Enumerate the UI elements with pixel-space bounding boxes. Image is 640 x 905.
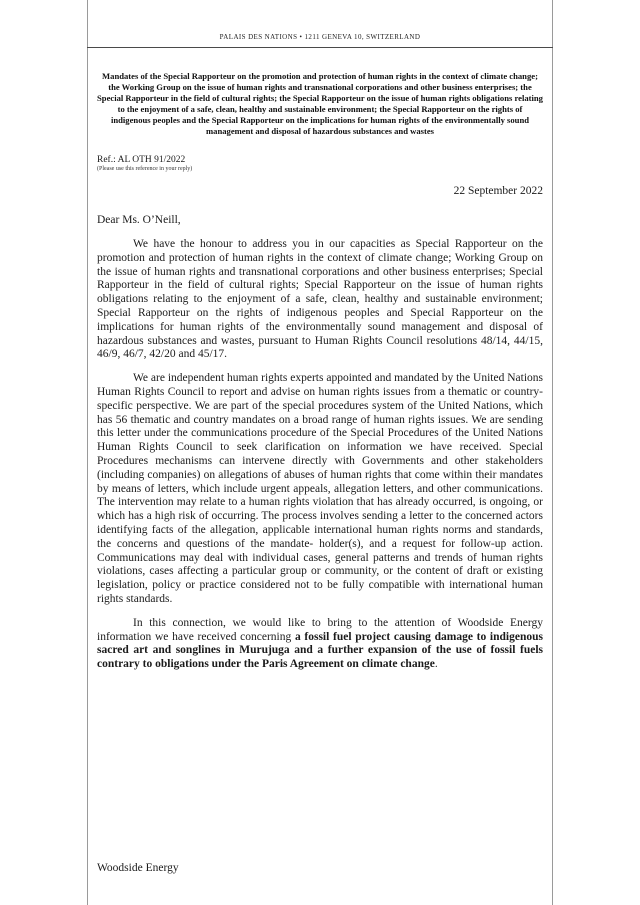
- body-paragraph-2: We are independent human rights experts appointed and mandated by the United Nations Human Rights Council to report and advise on human rights issues from a thematic or country-specific perspective. We are part of the special procedures system of the United Nations, which has 56 thematic and country mandates on a broad range of human rights issues. We are sending this letter under the communications procedure of the Special Procedures of the United Nations Human Rights Council to seek clarification on information we have received. Special Procedures mechanisms can intervene directly with Governments and other stakeholders (including companies) on allegations of abuses of human rights that come within their mandates by means of letters, which include urgent appeals, allegation letters, and other communications. The intervention may relate to a human rights violation that has already occurred, is ongoing, or which has a high risk of occurring. The process involves sending a letter to the concerned actors identifying facts of the allegation, applicable international human rights norms and standards, the concerns and questions of the mandate- holder(s), and a request for follow-up action. Communications may deal with individual cases, general patterns and trends of human rights violations, cases affecting a particular group or community, or the content of draft or existing legislation, policy or practice considered not to be fully compatible with international human rights standards.: [97, 372, 543, 605]
- page-border-left: [87, 0, 88, 905]
- reference-note: (Please use this reference in your reply): [97, 166, 193, 172]
- letter-content: [97, 0, 543, 681]
- letterhead-text: PALAIS DES NATIONS • 1211 GENEVA 10, SWITZERLAND: [219, 33, 421, 41]
- allegation-bold-text: a fossil fuel project causing damage to indigenous sacred art and songlines in Murujuga and a further expansion of the use of fossil fuels contrary to obligations under the Paris Agreement on climate change: [97, 630, 543, 671]
- page-border-right: [552, 0, 553, 905]
- body-paragraph-1: We have the honour to address you in our capacities as Special Rapporteur on the promotion and protection of human rights in the context of climate change; Working Group on the issue of human rights and transnational corporations and other business enterprises; Special Rapporteur in the field of cultural rights; Special Rapporteur on the issue of human rights obligations relating to the enjoyment of a safe, clean, healthy and sustainable environment; Special Rapporteur on the rights of indigenous peoples and Special Rapporteur on the implications for human rights of the environmentally sound management and disposal of hazardous substances and wastes, pursuant to Human Rights Council resolutions 48/14, 44/15, 46/9, 46/7, 42/20 and 45/17.: [97, 238, 543, 361]
- paragraph-3-text: In this connection, we would like to bring to the attention of Woodside Energy information we have received concerning: [97, 616, 543, 643]
- mandates-heading: Mandates of the Special Rapporteur on the promotion and protection of human rights in the context of climate change; the Working Group on the issue of human rights and transnational corporations and other business enterprises; the Special Rapporteur in the field of cultural rights; the Special Rapporteur on the issue of human rights obligations relating to the enjoyment of a safe, clean, healthy and sustainable environment; the Special Rapporteur on the rights of indigenous peoples and the Special Rapporteur on the implications for human rights of the environmentally sound management and disposal of hazardous substances and wastes: [97, 71, 543, 136]
- reference-number: Ref.: AL OTH 91/2022: [97, 155, 186, 165]
- body-paragraph-3: [97, 617, 543, 672]
- salutation: Dear Ms. O’Neill,: [97, 214, 181, 226]
- letter-date: 22 September 2022: [453, 185, 543, 197]
- paragraph-3-period: .: [434, 658, 438, 671]
- reference-block: [97, 155, 543, 172]
- footer-recipient: Woodside Energy: [97, 862, 179, 874]
